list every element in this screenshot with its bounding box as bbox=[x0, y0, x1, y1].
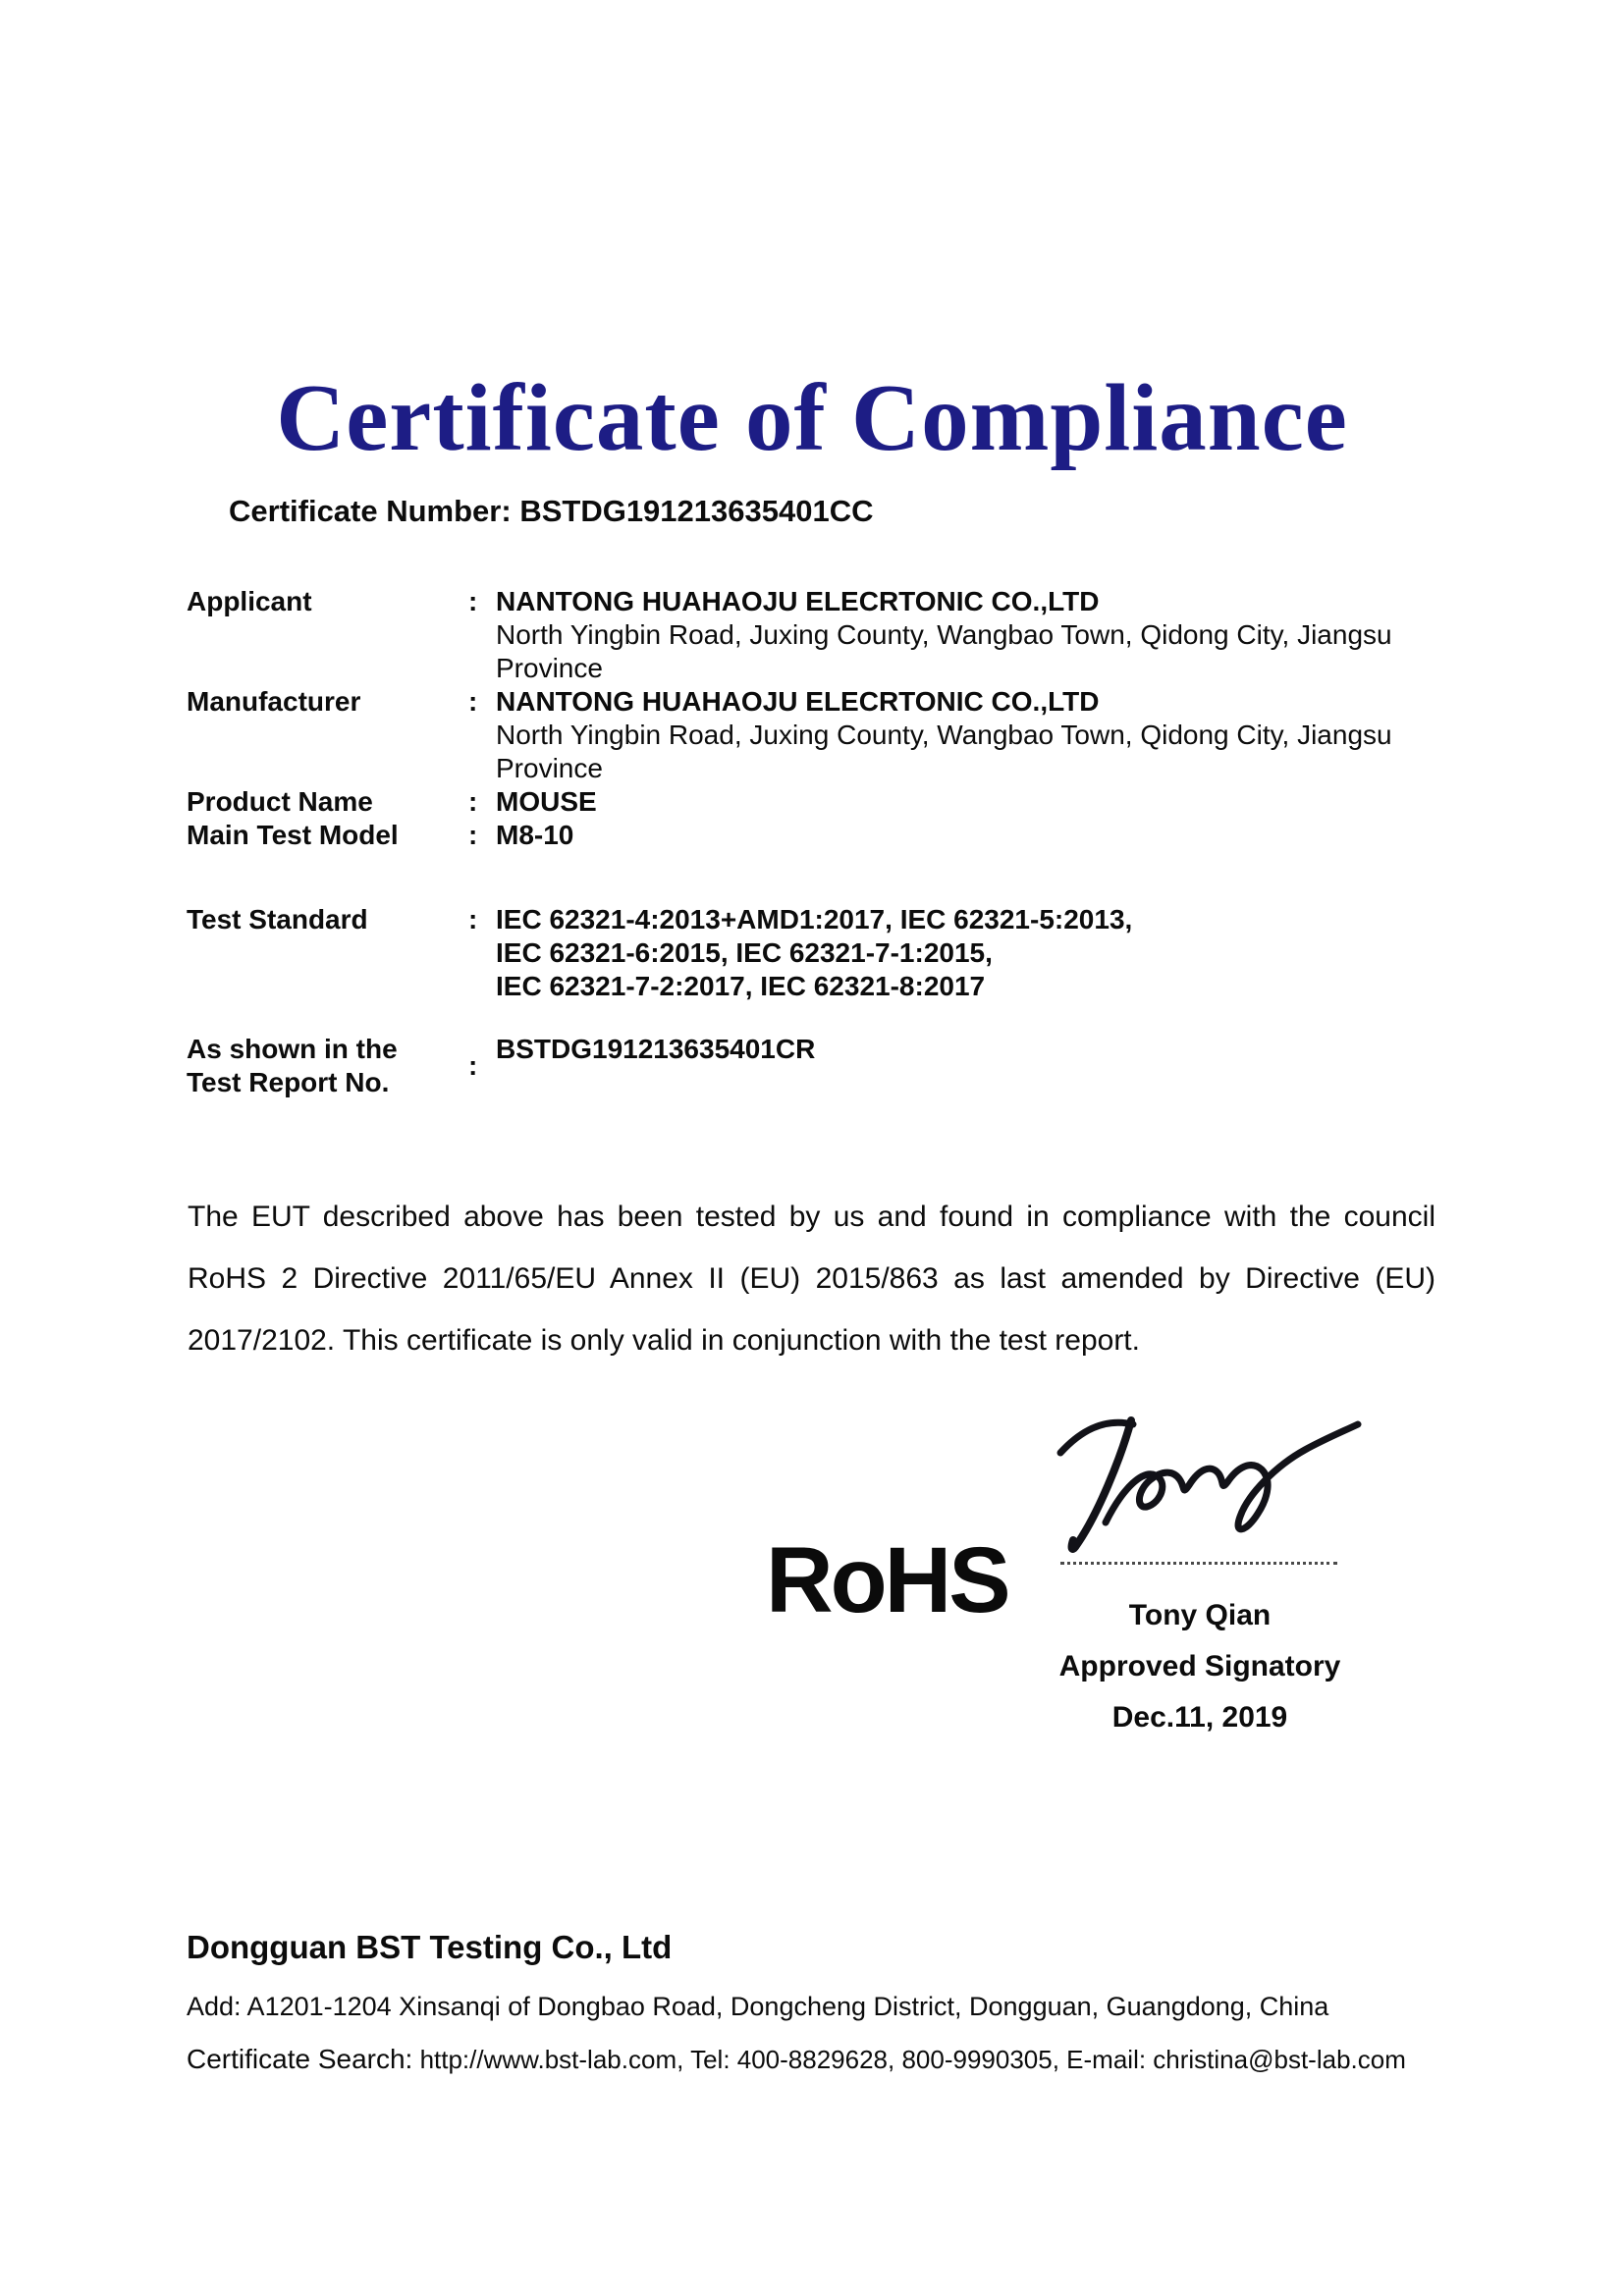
info-table bbox=[187, 585, 1453, 1099]
applicant-address-line1: North Yingbin Road, Juxing County, Wangbao Town, Qidong City, Jiangsu bbox=[496, 619, 1392, 650]
info-row-main-test-model bbox=[187, 819, 1453, 852]
info-row-applicant bbox=[187, 585, 1453, 685]
footer bbox=[187, 1929, 1463, 2075]
footer-address: Add: A1201-1204 Xinsanqi of Dongbao Road, Dongcheng District, Dongguan, Guangdong, China bbox=[187, 1992, 1329, 2021]
footer-search-line bbox=[187, 2044, 1463, 2075]
test-standard-line1: IEC 62321-4:2013+AMD1:2017, IEC 62321-5:2013, bbox=[496, 904, 1133, 934]
colon: : bbox=[468, 904, 478, 934]
signature-line bbox=[1060, 1562, 1337, 1565]
manufacturer-address-line1: North Yingbin Road, Juxing County, Wangbao Town, Qidong City, Jiangsu bbox=[496, 720, 1392, 750]
product-name-value: MOUSE bbox=[496, 786, 597, 817]
test-standard-line3: IEC 62321-7-2:2017, IEC 62321-8:2017 bbox=[496, 971, 986, 1001]
colon: : bbox=[468, 1050, 478, 1081]
handwritten-signature bbox=[1047, 1392, 1371, 1561]
manufacturer-address-line2: Province bbox=[496, 753, 603, 783]
footer-search-value: http://www.bst-lab.com, Tel: 400-8829628, 800-9990305, E-mail: christina@bst-lab.com bbox=[419, 2045, 1406, 2074]
product-name-label: Product Name bbox=[187, 786, 373, 817]
footer-search-label: Certificate Search: bbox=[187, 2044, 413, 2074]
info-row-product-name bbox=[187, 785, 1453, 819]
test-report-value: BSTDG191213635401CR bbox=[496, 1034, 816, 1064]
colon: : bbox=[468, 820, 478, 850]
info-row-test-report bbox=[187, 1033, 1453, 1099]
test-standard-label: Test Standard bbox=[187, 904, 368, 934]
signer-name: Tony Qian bbox=[1128, 1599, 1272, 1631]
main-test-model-label: Main Test Model bbox=[187, 820, 399, 850]
applicant-address-line2: Province bbox=[496, 653, 603, 683]
manufacturer-company: NANTONG HUAHAOJU ELECRTONIC CO.,LTD bbox=[496, 686, 1100, 717]
certificate-number-label: Certificate Number: bbox=[229, 494, 512, 528]
test-standard-line2: IEC 62321-6:2015, IEC 62321-7-1:2015, bbox=[496, 937, 993, 968]
info-row-test-standard bbox=[187, 903, 1453, 1003]
main-test-model-value: M8-10 bbox=[496, 820, 574, 850]
info-row-manufacturer bbox=[187, 685, 1453, 785]
footer-company: Dongguan BST Testing Co., Ltd bbox=[187, 1929, 673, 1965]
certificate-number-line bbox=[229, 494, 873, 529]
compliance-statement: The EUT described above has been tested by us and found in compliance with the council RoHS 2 Directive 2011/65/EU Annex II (EU) 2015/863 as last amended by Directive (EU) 2017/2102. This certificate is only valid in conjunction with the test report. bbox=[188, 1201, 1435, 1357]
colon: : bbox=[468, 586, 478, 616]
test-report-label-line1: As shown in the bbox=[187, 1034, 398, 1064]
signature-date: Dec.11, 2019 bbox=[1111, 1701, 1288, 1734]
colon: : bbox=[468, 686, 478, 717]
applicant-company: NANTONG HUAHAOJU ELECRTONIC CO.,LTD bbox=[496, 586, 1100, 616]
certificate-number-value: BSTDG191213635401CC bbox=[519, 494, 874, 528]
test-report-label-line2: Test Report No. bbox=[187, 1067, 390, 1097]
page-title: Certificate of Compliance bbox=[276, 364, 1348, 470]
signer-title: Approved Signatory bbox=[1058, 1650, 1341, 1682]
colon: : bbox=[468, 786, 478, 817]
signature-block bbox=[1028, 1590, 1372, 1743]
applicant-label: Applicant bbox=[187, 586, 312, 616]
manufacturer-label: Manufacturer bbox=[187, 686, 361, 717]
rohs-mark: RoHS bbox=[766, 1528, 1008, 1632]
